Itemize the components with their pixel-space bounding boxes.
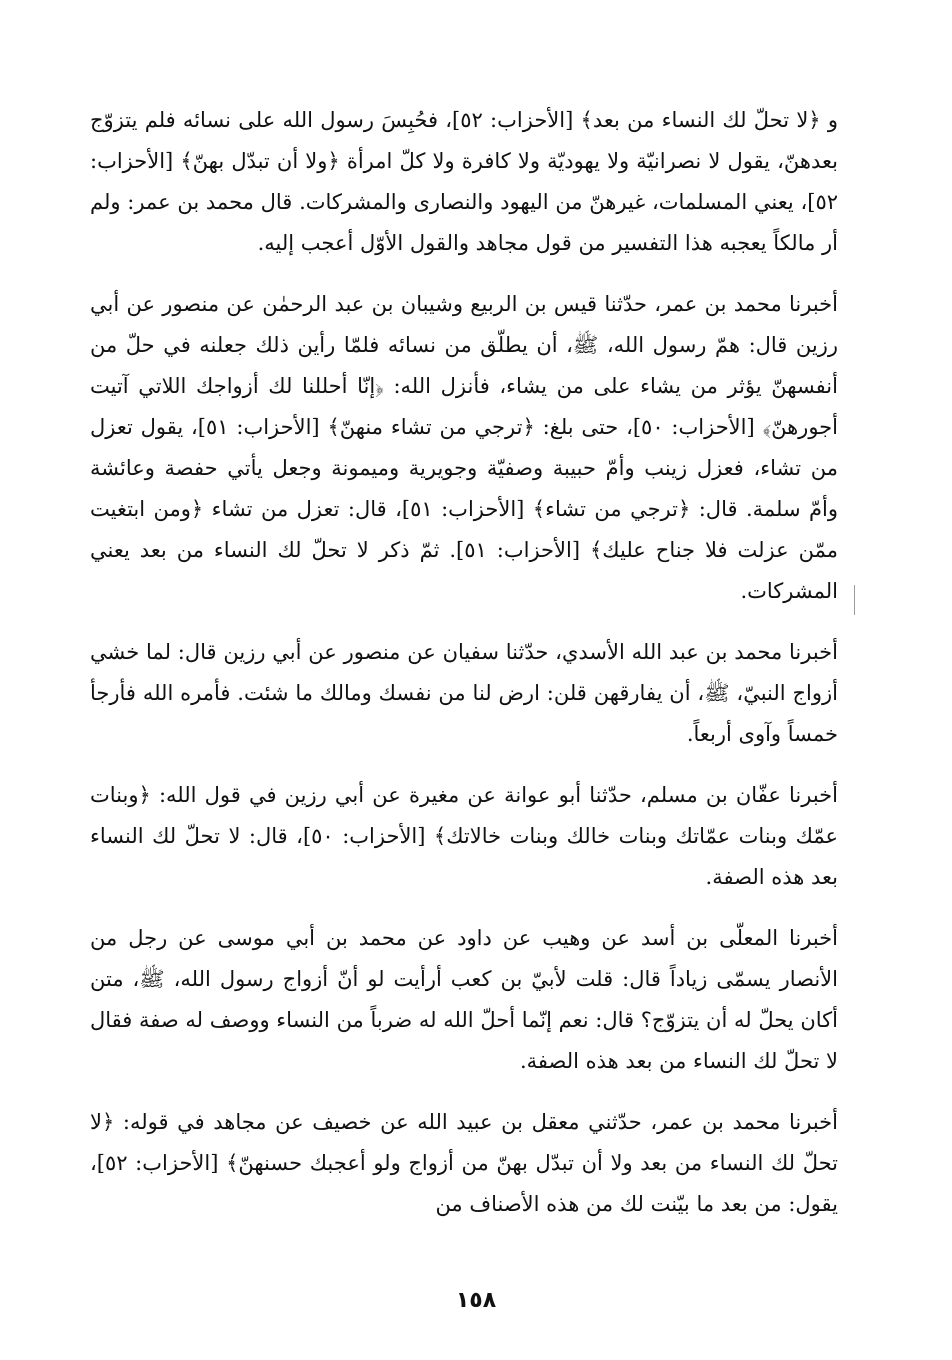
paragraph-4: أخبرنا عفّان بن مسلم، حدّثنا أبو عوانة عن مغيرة عن أبي رزين في قول الله: ﴿وبنات عمّك وبنات عمّاتك وبنات خالك وبنات خالاتك﴾ [الأحزاب: ٥٠]، قال: لا تحلّ لك النساء بعد هذه الصفة. <box>90 783 838 889</box>
page-body <box>90 100 838 1225</box>
paragraph-5: أخبرنا المعلّى بن أسد عن وهيب عن داود عن محمد بن أبي موسى عن رجل من الأنصار يسمّى زياداً قال: قلت لأبيّ بن كعب أرأيت لو أنّ أزواج رسول الله، ﷺ، متن أكان يحلّ له أن يتزوّج؟ قال: نعم إنّما أحلّ الله له ضرباً من النساء ووصف له صفة فقال لا تحلّ لك النساء من بعد هذه الصفة. <box>90 926 838 1073</box>
paragraph-gap <box>90 755 838 775</box>
paragraph-gap <box>90 898 838 918</box>
page-number: ١٥٨ <box>455 1288 497 1313</box>
paragraph-2: أخبرنا محمد بن عمر، حدّثنا قيس بن الربيع وشيبان بن عبد الرحمٰن عن منصور عن أبي رزين قال: همّ رسول الله، ﷺ، أن يطلّق من نسائه فلمّا رأين ذلك جعلنه في حلّ من أنفسهنّ يؤثر من يشاء على من يشاء، فأنزل الله: ﴿إنّا أحللنا لك أزواجك اللاتي آتيت أجورهنّ﴾ [الأحزاب: ٥٠]، حتى بلغ: ﴿ترجي من تشاء منهنّ﴾ [الأحزاب: ٥١]، يقول تعزل من تشاء، فعزل زينب وأمّ حبيبة وصفيّة وجويرية وميمونة وجعل يأتي حفصة وعائشة وأمّ سلمة. قال: ﴿ترجي من تشاء﴾ [الأحزاب: ٥١]، قال: تعزل من تشاء ﴿ومن ابتغيت ممّن عزلت فلا جناح عليك﴾ [الأحزاب: ٥١]. ثمّ ذكر لا تحلّ لك النساء من بعد يعني المشركات. <box>90 292 838 603</box>
paragraph-gap <box>90 612 838 632</box>
paragraph-gap <box>90 1082 838 1102</box>
paragraph-6: أخبرنا محمد بن عمر، حدّثني معقل بن عبيد الله عن خصيف عن مجاهد في قوله: ﴿لا تحلّ لك النساء من بعد ولا أن تبدّل بهنّ من أزواج ولو أعجبك حسنهنّ﴾ [الأحزاب: ٥٢]، يقول: من بعد ما بيّنت لك من هذه الأصناف من <box>90 1110 838 1216</box>
paragraph-gap <box>90 264 838 284</box>
scan-edge-mark <box>854 585 855 615</box>
paragraph-1: و ﴿لا تحلّ لك النساء من بعد﴾ [الأحزاب: ٥٢]، فحُبِسَ رسول الله على نسائه فلم يتزوّج بعدهنّ، يقول لا نصرانيّة ولا يهوديّة ولا كافرة ولا كلّ امرأة ﴿ولا أن تبدّل بهنّ﴾ [الأحزاب: ٥٢]، يعني المسلمات، غيرهنّ من اليهود والنصارى والمشركات. قال محمد بن عمر: ولم أر مالكاً يعجبه هذا التفسير من قول مجاهد والقول الأوّل أعجب إليه. <box>90 108 839 255</box>
paragraph-3: أخبرنا محمد بن عبد الله الأسدي، حدّثنا سفيان عن منصور عن أبي رزين قال: لما خشي أزواج النبيّ، ﷺ، أن يفارقهن قلن: ارض لنا من نفسك ومالك ما شئت. فأمره الله فأرجأ خمساً وآوى أربعاً. <box>90 640 838 746</box>
